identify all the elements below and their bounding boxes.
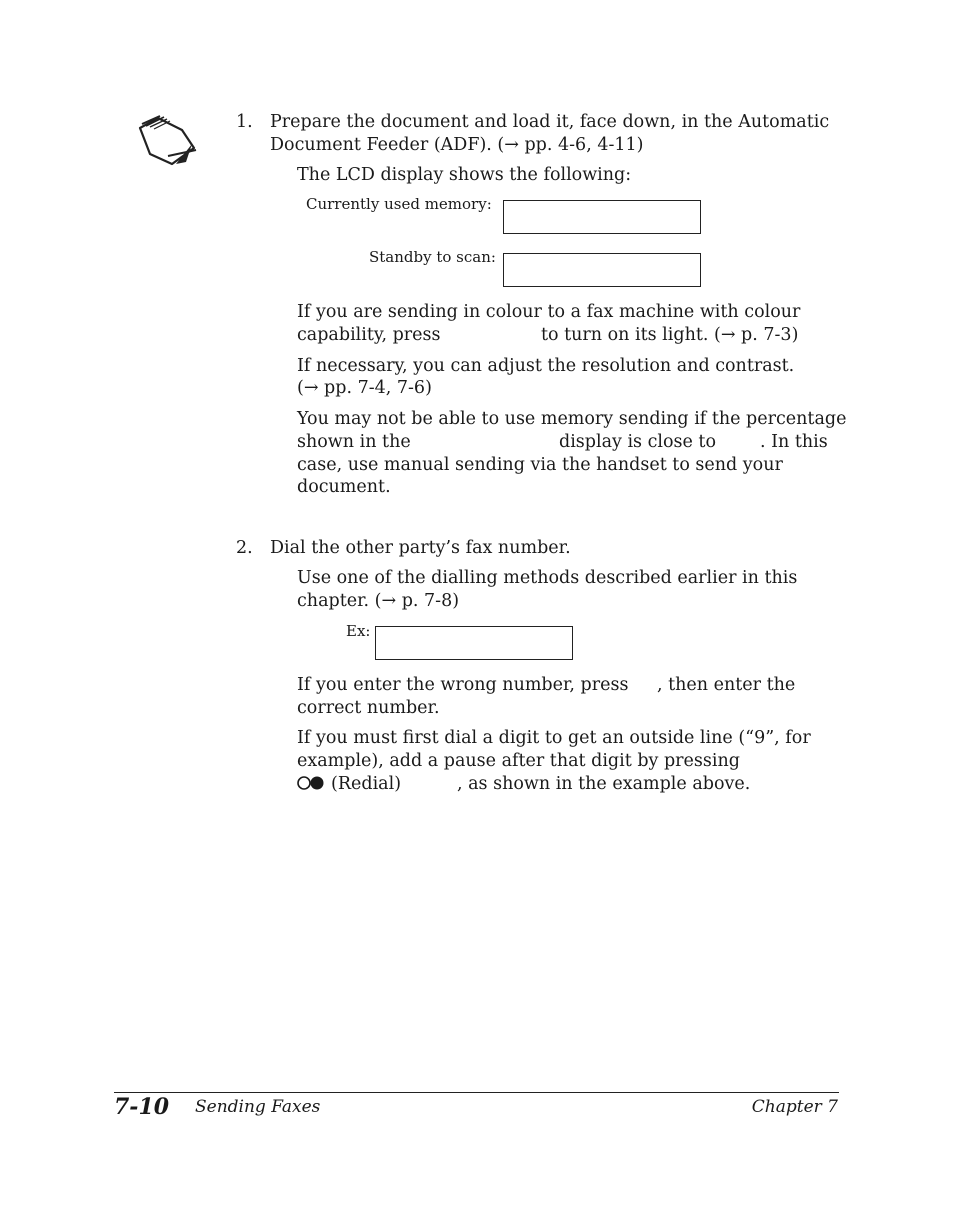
memory-note-line-4: document. bbox=[297, 477, 391, 497]
outside-line-note-line-2: example), add a pause after that digit by pressing bbox=[297, 751, 740, 771]
lcd-label-standby: Standby to scan: bbox=[369, 248, 496, 266]
step-2-number: 2. bbox=[236, 538, 253, 558]
colour-note-line-2a: capability, press bbox=[297, 325, 441, 345]
footer-rule bbox=[114, 1092, 839, 1093]
colour-note-line-2b: to turn on its light. (→ p. 7-3) bbox=[541, 325, 799, 345]
step-1-text-line-2: Document Feeder (ADF). (→ pp. 4-6, 4-11) bbox=[270, 135, 644, 155]
dial-methods-line-1: Use one of the dialling methods described earlier in this bbox=[297, 568, 798, 588]
memory-note-line-2b: display is close to bbox=[559, 432, 717, 452]
memory-note-line-3: case, use manual sending via the handset to send your bbox=[297, 455, 783, 475]
lcd-label-memory: Currently used memory: bbox=[306, 195, 492, 213]
colour-note-line-1: If you are sending in colour to a fax machine with colour bbox=[297, 302, 801, 322]
footer-chapter: Chapter 7 bbox=[751, 1097, 838, 1117]
wrong-number-line-2: correct number. bbox=[297, 698, 440, 718]
redial-key-icon bbox=[297, 775, 325, 791]
page-number: 7-10 bbox=[114, 1094, 170, 1120]
step-1-text-line-1: Prepare the document and load it, face down, in the Automatic bbox=[270, 112, 830, 132]
lcd-display-example bbox=[375, 626, 573, 660]
outside-line-note-line-3a: (Redial) bbox=[331, 774, 402, 794]
wrong-number-line-1a: If you enter the wrong number, press bbox=[297, 675, 629, 695]
memory-note-line-2c: . In this bbox=[760, 432, 828, 452]
document-feed-icon bbox=[136, 114, 202, 170]
outside-line-note-line-1: If you must first dial a digit to get an outside line (“9”, for bbox=[297, 728, 811, 748]
step-2-text-line-1: Dial the other party’s fax number. bbox=[270, 538, 571, 558]
resolution-note-line-2: (→ pp. 7-4, 7-6) bbox=[297, 378, 432, 398]
lcd-display-standby bbox=[503, 253, 701, 287]
resolution-note-line-1: If necessary, you can adjust the resolution and contrast. bbox=[297, 356, 795, 376]
step-1-number: 1. bbox=[236, 112, 253, 132]
memory-note-line-1: You may not be able to use memory sending if the percentage bbox=[297, 409, 847, 429]
lcd-label-example: Ex: bbox=[346, 622, 371, 640]
lcd-display-memory bbox=[503, 200, 701, 234]
dial-methods-line-2: chapter. (→ p. 7-8) bbox=[297, 591, 460, 611]
memory-note-line-2a: shown in the bbox=[297, 432, 411, 452]
lcd-intro: The LCD display shows the following: bbox=[297, 165, 632, 185]
wrong-number-line-1b: , then enter the bbox=[657, 675, 796, 695]
outside-line-note-line-3b: , as shown in the example above. bbox=[457, 774, 751, 794]
footer-section-title: Sending Faxes bbox=[195, 1097, 321, 1117]
